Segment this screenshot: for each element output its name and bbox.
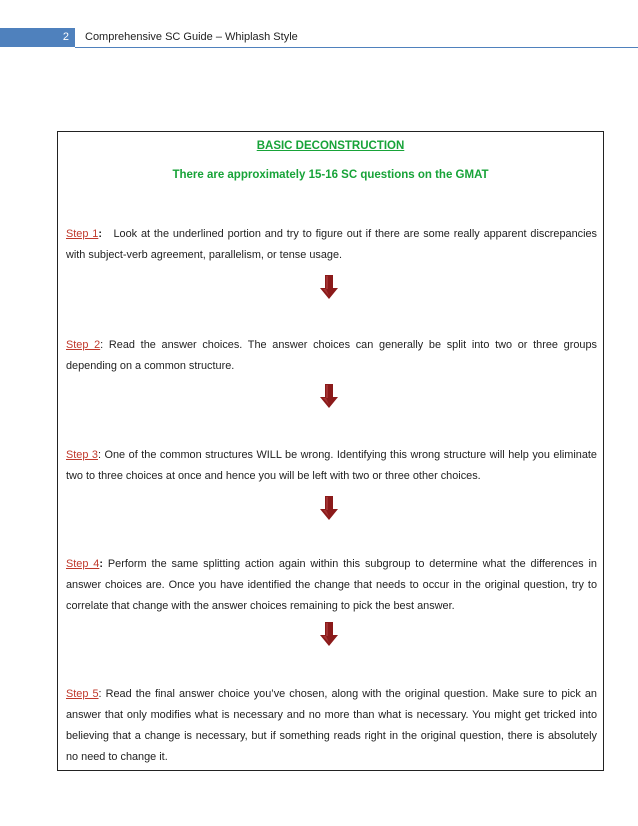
header-rule xyxy=(75,47,638,48)
down-arrow-icon xyxy=(320,496,338,520)
page-number: 2 xyxy=(0,28,75,47)
step-text: Look at the underlined portion and try to figure out if there are some really apparent discrepancies with subject-verb agreement, parallelism, or tense usage. xyxy=(66,228,597,261)
deconstruction-box xyxy=(57,131,604,771)
page-header xyxy=(0,28,638,50)
step-label: Step 1 xyxy=(66,228,99,240)
box-heading: BASIC DECONSTRUCTION xyxy=(256,140,405,152)
step-label: Step 2 xyxy=(66,339,101,351)
step-label: Step 5 xyxy=(66,688,99,700)
step-2: Step 2: Read the answer choices. The answer choices can generally be split into two or three groups depending on a common structure. xyxy=(66,339,597,372)
down-arrow-icon xyxy=(320,275,338,299)
step-text: One of the common structures WILL be wrong. Identifying this wrong structure will help you eliminate two to three choices at once and hence you will be left with two or three other choices. xyxy=(66,449,597,482)
step-text: Read the answer choices. The answer choices can generally be split into two or three groups depending on a common structure. xyxy=(66,339,597,372)
step-4: Step 4: Perform the same splitting action again within this subgroup to determine what the differences in answer choices are. Once you have identified the change that needs to occur in the original question, try to correlate that change with the answer choices remaining to pick the best answer. xyxy=(66,558,597,612)
step-label: Step 4 xyxy=(66,558,100,570)
step-3: Step 3: One of the common structures WILL be wrong. Identifying this wrong structure will help you eliminate two to three choices at once and hence you will be left with two or three other choices. xyxy=(66,449,597,482)
step-text: Read the final answer choice you’ve chosen, along with the original question. Make sure to pick an answer that only modifies what is necessary and no more than what is necessary. You might get tricked into believing that a change is necessary, but if something reads right in the original question, there is absolutely no need to change it. xyxy=(66,688,597,763)
down-arrow-icon xyxy=(320,622,338,646)
down-arrow-icon xyxy=(320,384,338,408)
step-1: Step 1: Look at the underlined portion and try to figure out if there are some really apparent discrepancies with subject-verb agreement, parallelism, or tense usage. xyxy=(66,228,597,261)
box-subheading: There are approximately 15-16 SC questions on the GMAT xyxy=(172,169,489,181)
step-5: Step 5: Read the final answer choice you’ve chosen, along with the original question. Make sure to pick an answer that only modifies what is necessary and no more than what is necessary. You might get tricked into believing that a change is necessary, but if something reads right in the original question, there is absolutely no need to change it. xyxy=(66,688,597,763)
step-text: Perform the same splitting action again within this subgroup to determine what the differences in answer choices are. Once you have identified the change that needs to occur in the original question, try to correlate that change with the answer choices remaining to pick the best answer. xyxy=(66,558,597,612)
step-label: Step 3 xyxy=(66,449,98,461)
document-title: Comprehensive SC Guide – Whiplash Style xyxy=(85,31,298,43)
